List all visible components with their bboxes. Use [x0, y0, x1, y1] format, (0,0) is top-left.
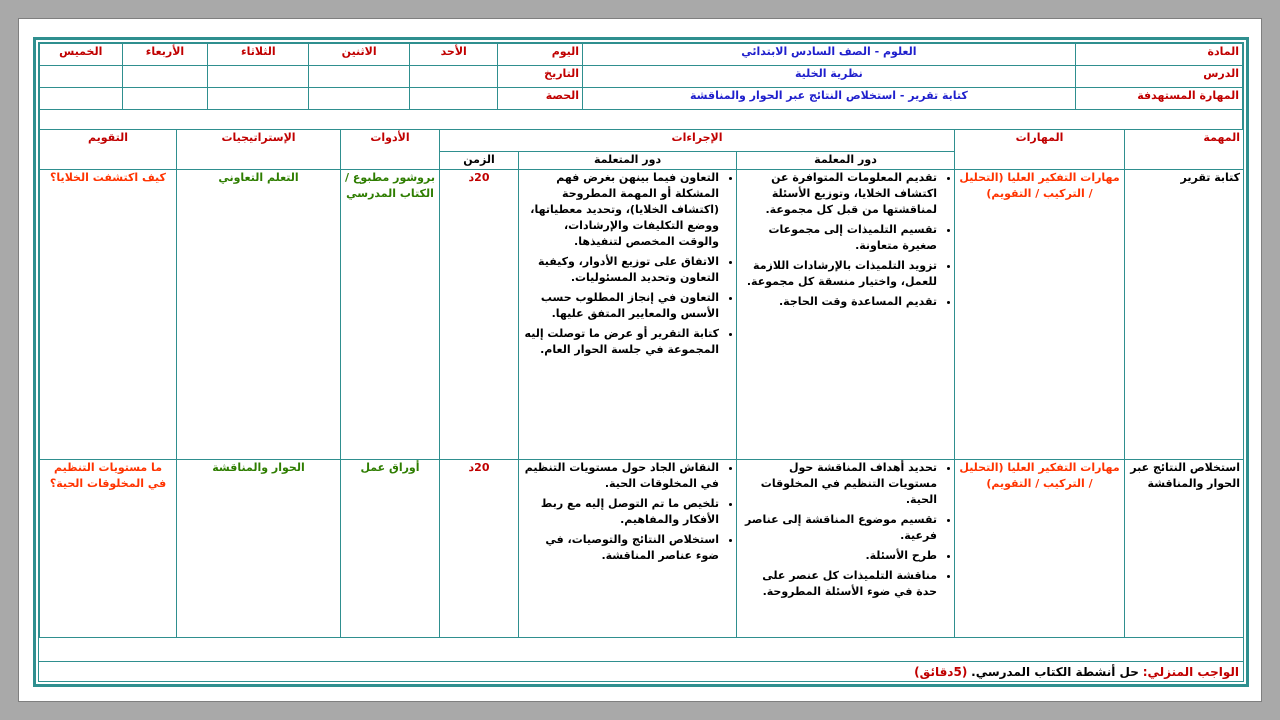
col-evaluation: التقويم	[40, 130, 177, 170]
homework-text: حل أنشطة الكتاب المدرسي.	[971, 665, 1139, 679]
col-procedures: الإجراءات	[440, 130, 955, 152]
row2-skills: مهارات التفكير العليا (التحليل / التركيب / التقويم)	[955, 460, 1125, 638]
row2-time: 20د	[440, 460, 519, 638]
col-learner-role: دور المتعلمة	[519, 152, 737, 170]
spacer-row	[40, 110, 1243, 130]
subject-value: العلوم - الصف السادس الابتدائي	[583, 44, 1076, 66]
homework-duration: (5دقائق)	[914, 665, 968, 679]
row2-teacher-item: • تحديد أهداف المناقشة حول مستويات التنظيم في المخلوقات الحية.	[740, 460, 937, 508]
row2-learner-item: • استخلاص النتائج والتوصيات، في ضوء عناصر المناقشة.	[522, 532, 719, 564]
row2-strategy: الحوار والمناقشة	[177, 460, 341, 638]
day-tuesday: الثلاثاء	[208, 44, 309, 66]
col-tools: الأدوات	[341, 130, 440, 170]
col-time: الزمن	[440, 152, 519, 170]
row2-evaluation: ما مستويات التنظيم في المخلوقات الحية؟	[40, 460, 177, 638]
day-monday: الاثنين	[309, 44, 410, 66]
lesson-label: الدرس	[1075, 66, 1242, 88]
col-task: المهمة	[1125, 130, 1244, 170]
row1-task: كتابة تقرير	[1125, 170, 1244, 460]
row2-task: استخلاص النتائج عبر الحوار والمناقشة	[1125, 460, 1244, 638]
col-skills: المهارات	[955, 130, 1125, 170]
lesson-plan-frame	[33, 37, 1249, 687]
row1-strategy: التعلم التعاوني	[177, 170, 341, 460]
subject-label: المادة	[1075, 44, 1242, 66]
row2-learner-item: • تلخيص ما تم التوصل إليه مع ربط الأفكار والمفاهيم.	[522, 496, 719, 528]
row2-teacher-role	[737, 460, 955, 638]
date-cell-2	[309, 66, 410, 88]
homework-line	[39, 665, 1243, 679]
day-sunday: الأحد	[410, 44, 498, 66]
row1-learner-item: • التعاون فيما بينهن بغرض فهم المشكلة أو المهمة المطروحة (اكتشاف الخلايا)، وتحديد معطياتها، ووضع التكليفات والإرشادات، والوقت المخصص لتنفيذها.	[522, 170, 719, 250]
row2-teacher-item: • مناقشة التلميذات كل عنصر على حدة في ضوء الأسئلة المطروحة.	[740, 568, 937, 600]
period-label: الحصة	[498, 88, 583, 110]
date-label: التاريخ	[498, 66, 583, 88]
row2-learner-item: • النقاش الجاد حول مستويات التنظيم في المخلوقات الحية.	[522, 460, 719, 492]
row1-time: 20د	[440, 170, 519, 460]
row1-teacher-role	[737, 170, 955, 460]
day-wednesday: الأربعاء	[122, 44, 208, 66]
date-cell-3	[208, 66, 309, 88]
bottom-divider	[39, 661, 1243, 662]
date-cell-4	[122, 66, 208, 88]
day-thursday: الخميس	[40, 44, 123, 66]
row1-learner-item: • التعاون في إنجاز المطلوب حسب الأسس والمعايير المتفق عليها.	[522, 290, 719, 322]
lesson-value: نظرية الخلية	[583, 66, 1076, 88]
header-table	[39, 43, 1243, 130]
row1-teacher-item: • تزويد التلميذات بالإرشادات اللازمة للعمل، واختيار منسقة كل مجموعة.	[740, 258, 937, 290]
homework-label: الواجب المنزلي:	[1142, 665, 1239, 679]
period-cell-5	[40, 88, 123, 110]
row2-teacher-item: • طرح الأسئلة.	[740, 548, 937, 564]
skill-label: المهارة المستهدفة	[1075, 88, 1242, 110]
period-cell-1	[410, 88, 498, 110]
skill-value: كتابة تقرير - استخلاص النتائج عبر الحوار والمناقشة	[583, 88, 1076, 110]
row1-learner-item: • كتابة التقرير أو عرض ما توصلت إليه المجموعة في جلسة الحوار العام.	[522, 326, 719, 358]
period-cell-3	[208, 88, 309, 110]
document-page	[18, 18, 1262, 702]
row1-tools: بروشور مطبوع / الكتاب المدرسي	[341, 170, 440, 460]
row1-skills: مهارات التفكير العليا (التحليل / التركيب / التقويم)	[955, 170, 1125, 460]
row2-tools: أوراق عمل	[341, 460, 440, 638]
row2-learner-role	[519, 460, 737, 638]
row1-learner-item: • الاتفاق على توزيع الأدوار، وكيفية التعاون وتحديد المسئوليات.	[522, 254, 719, 286]
row1-teacher-item: • تقديم المساعدة وقت الحاجة.	[740, 294, 937, 310]
row1-learner-role	[519, 170, 737, 460]
row1-teacher-item: • تقديم المعلومات المتوافرة عن اكتشاف الخلايا، وتوزيع الأسئلة لمناقشتها من قبل كل مجموعة.	[740, 170, 937, 218]
period-cell-4	[122, 88, 208, 110]
row1-teacher-item: • تقسيم التلميذات إلى مجموعات صغيرة متعاونة.	[740, 222, 937, 254]
row2-teacher-item: • تقسيم موضوع المناقشة إلى عناصر فرعية.	[740, 512, 937, 544]
row1-evaluation: كيف اكتشفت الخلايا؟	[40, 170, 177, 460]
col-strategies: الإستراتيجيات	[177, 130, 341, 170]
period-cell-2	[309, 88, 410, 110]
lesson-plan-inner-frame	[38, 42, 1244, 682]
lesson-plan-table	[39, 129, 1244, 638]
date-cell-1	[410, 66, 498, 88]
col-teacher-role: دور المعلمة	[737, 152, 955, 170]
day-label: اليوم	[498, 44, 583, 66]
date-cell-5	[40, 66, 123, 88]
